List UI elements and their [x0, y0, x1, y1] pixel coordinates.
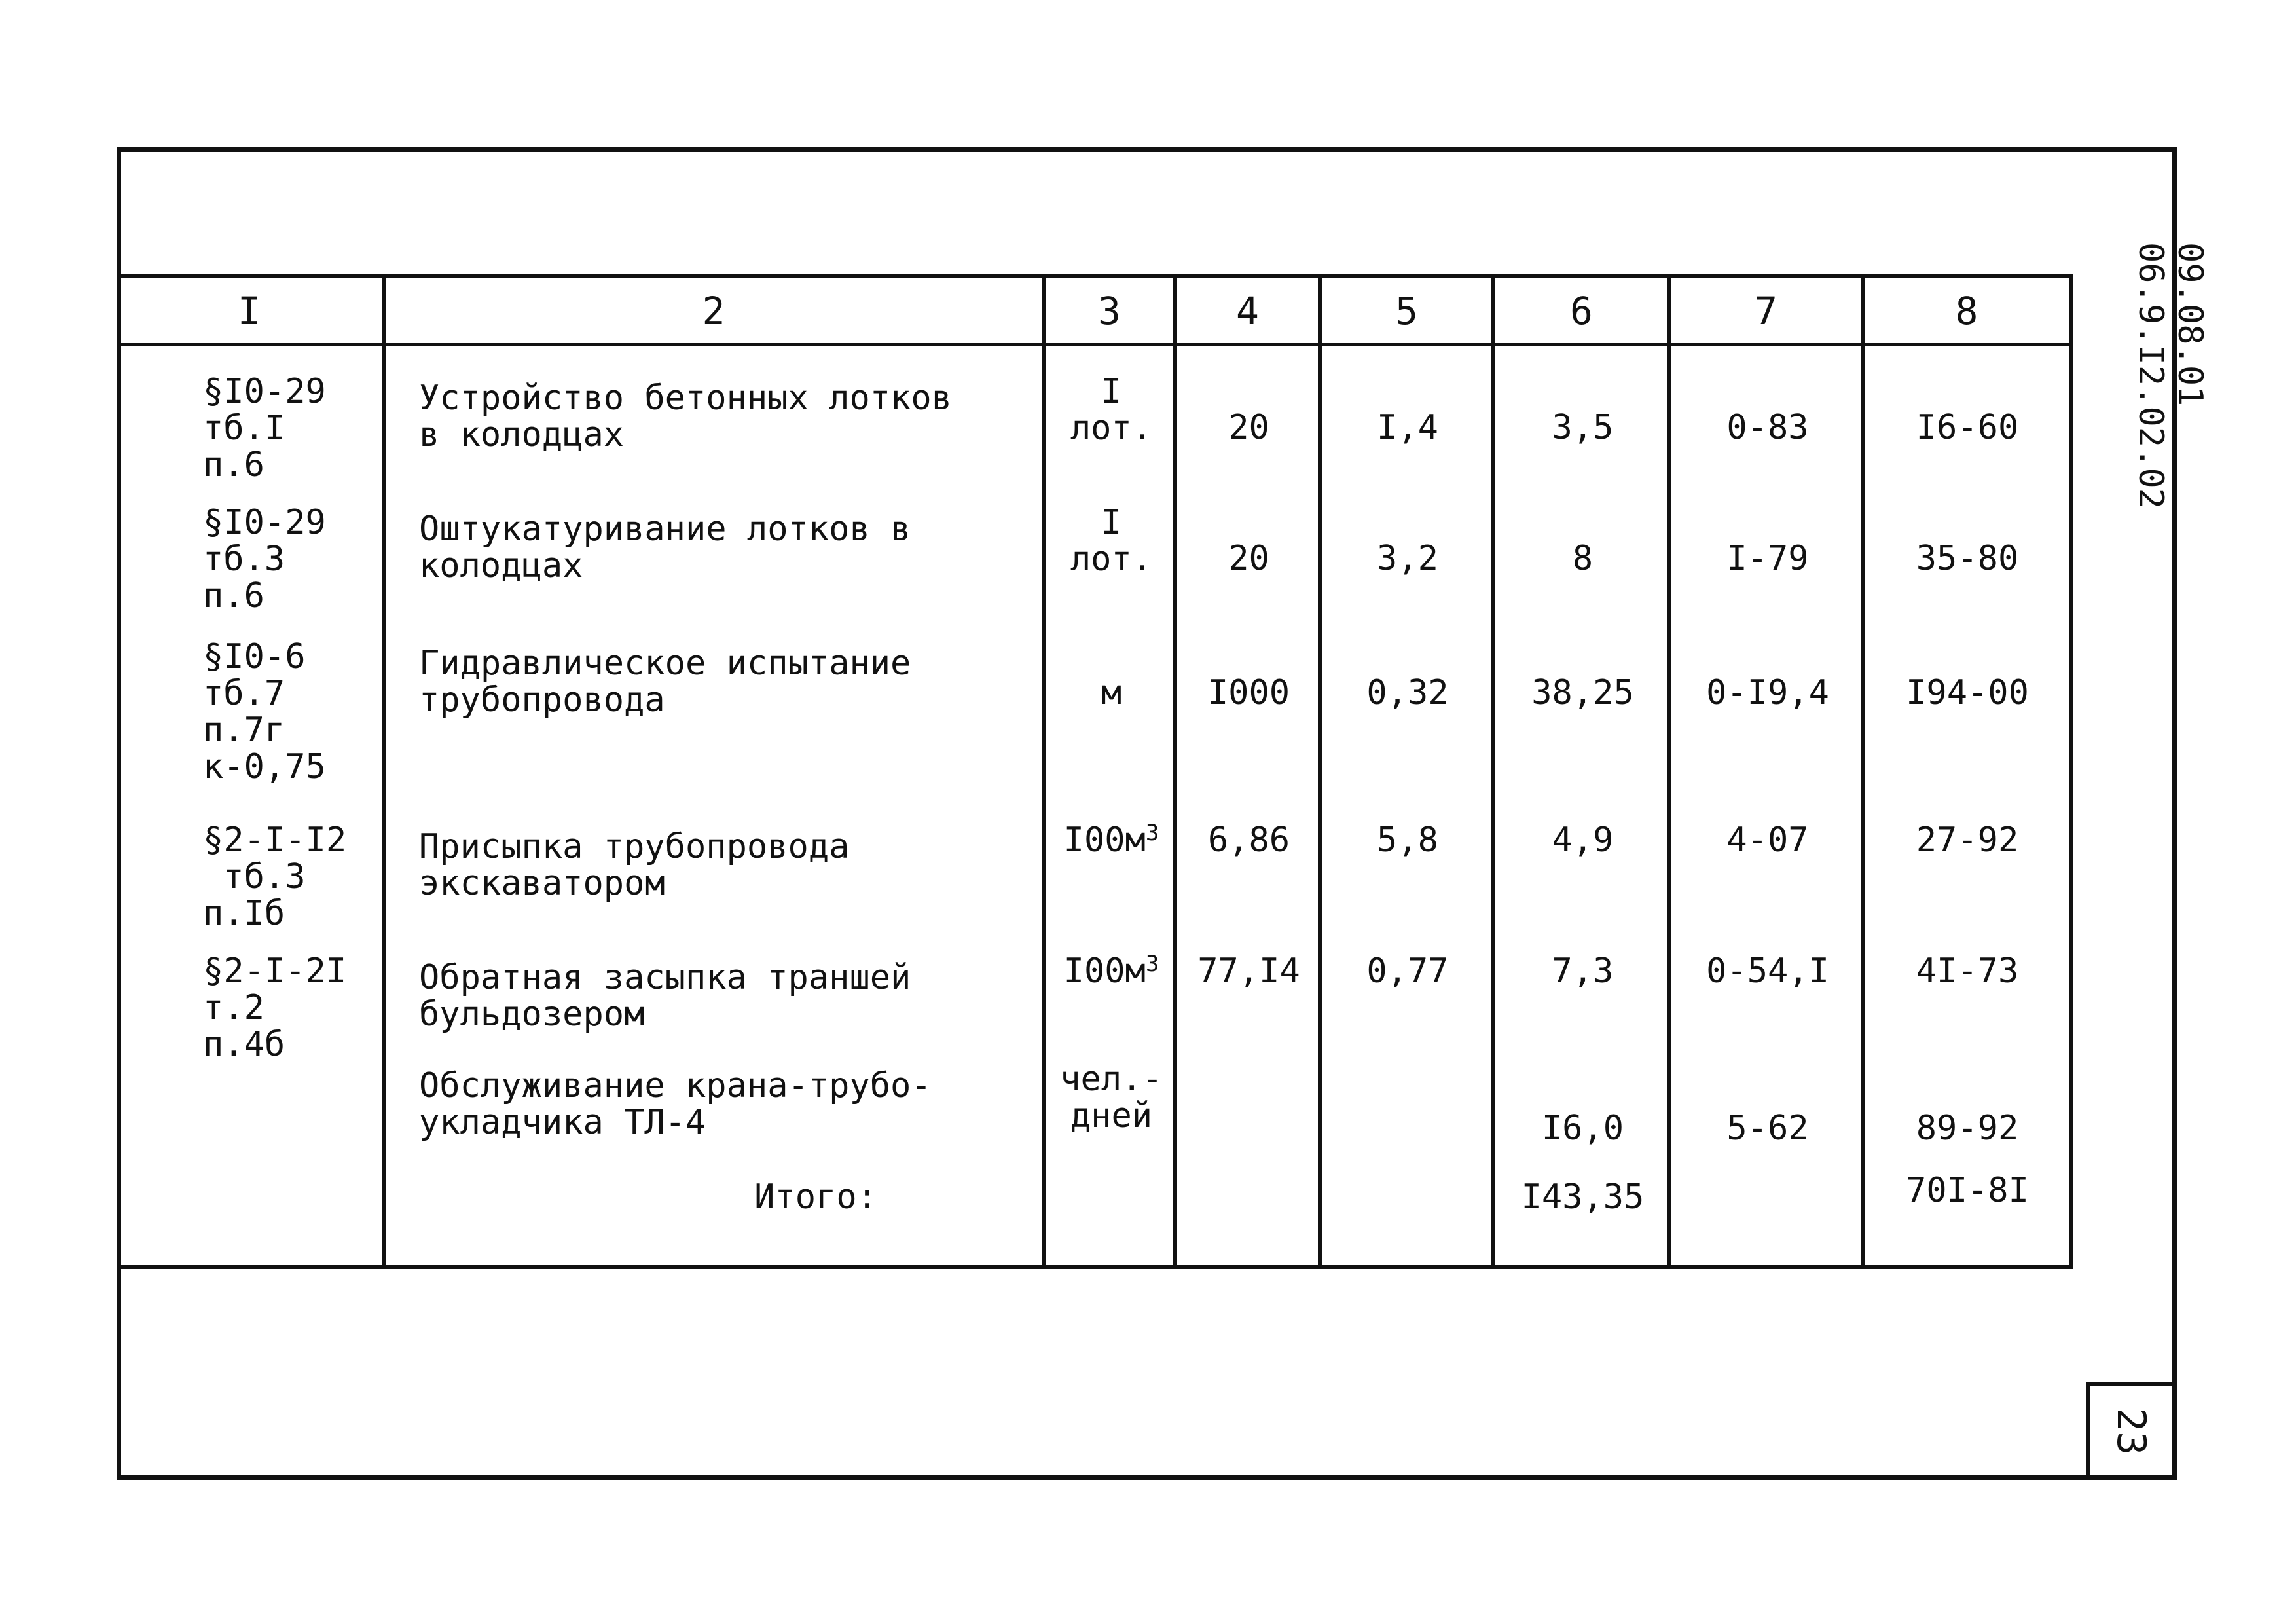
- row-description-line: укладчика ТЛ-4: [419, 1103, 706, 1142]
- row-unit-line: [1048, 504, 1175, 541]
- row-c4-value: 77,I4: [1197, 951, 1300, 991]
- row-c7-value: 5-62: [1726, 1109, 1809, 1148]
- row-ref-line: тб.3: [203, 857, 306, 896]
- document-code: [2118, 236, 2210, 509]
- row-description-line: колодцах: [419, 546, 583, 585]
- row-unit-text: лот.: [1070, 409, 1153, 448]
- row-ref-line: п.6: [203, 445, 264, 485]
- row-c7-value: 0-I9,4: [1706, 673, 1829, 712]
- row-c5-value: 3,2: [1377, 539, 1438, 578]
- header-col-2: 2: [702, 289, 725, 333]
- row-c5-value: I,4: [1377, 408, 1438, 447]
- row-c4-value: I000: [1207, 673, 1290, 712]
- header-divider: [117, 343, 2073, 346]
- column-divider: [1042, 274, 1046, 1269]
- row-ref-line: §I0-29: [203, 503, 326, 542]
- row-description-line: Присыпка трубопровода: [419, 827, 850, 866]
- row-ref-line: т.2: [203, 988, 264, 1027]
- total-label: Итого:: [754, 1177, 877, 1217]
- row-ref-line: п.7г: [203, 710, 285, 750]
- row-description-line: бульдозером: [419, 995, 645, 1034]
- row-unit-superscript: 3: [1145, 820, 1159, 846]
- column-divider: [382, 274, 386, 1269]
- total-col-6: I43,35: [1521, 1177, 1645, 1217]
- row-c5-value: 0,77: [1366, 951, 1449, 991]
- row-ref-line: п.6: [203, 576, 264, 616]
- row-c8-value: 27-92: [1916, 821, 2019, 860]
- row-unit-text: I: [1101, 372, 1122, 411]
- header-col-8: 8: [1955, 289, 1978, 333]
- row-unit-text: чел.-: [1060, 1060, 1163, 1099]
- row-ref-line: п.Iб: [203, 894, 285, 933]
- row-unit-line: [1048, 674, 1175, 711]
- row-unit-text: I: [1101, 503, 1122, 542]
- row-c8-value: I6-60: [1916, 408, 2019, 447]
- row-c6-value: I6,0: [1541, 1109, 1624, 1148]
- row-ref-line: тб.7: [203, 674, 285, 713]
- row-c7-value: 4-07: [1726, 821, 1809, 860]
- row-c4-value: 20: [1228, 539, 1269, 578]
- row-c6-value: 7,3: [1552, 951, 1614, 991]
- row-description-line: трубопровода: [419, 680, 665, 720]
- row-ref-line: §I0-29: [203, 372, 326, 411]
- row-description-line: Устройство бетонных лотков: [419, 378, 952, 418]
- header-col-4: 4: [1236, 289, 1259, 333]
- row-ref-line: к-0,75: [203, 747, 326, 786]
- row-c7-value: 0-83: [1726, 408, 1809, 447]
- row-c4-value: 20: [1228, 408, 1269, 447]
- row-c7-value: 0-54,I: [1706, 951, 1829, 991]
- row-c6-value: 4,9: [1552, 821, 1614, 860]
- row-unit-text: дней: [1070, 1096, 1153, 1135]
- row-unit-line: [1048, 953, 1175, 989]
- total-col-8: 70I-8I: [1906, 1171, 2029, 1210]
- page-number: 23: [2108, 1408, 2154, 1456]
- row-unit-line: [1048, 541, 1175, 578]
- header-col-6: 6: [1570, 289, 1593, 333]
- row-ref-line: §I0-6: [203, 637, 306, 676]
- row-unit-superscript: 3: [1145, 951, 1159, 977]
- row-ref-line: тб.I: [203, 409, 285, 448]
- row-c6-value: 3,5: [1552, 408, 1614, 447]
- row-description-line: экскаватором: [419, 864, 665, 903]
- row-unit-text: лот.: [1070, 540, 1153, 579]
- row-c8-value: 89-92: [1916, 1109, 2019, 1148]
- header-col-7: 7: [1755, 289, 1777, 333]
- document-code-line-1: 06.9.I2.02.02: [2131, 242, 2170, 509]
- row-ref-line: п.4б: [203, 1025, 285, 1064]
- row-c6-value: 38,25: [1531, 673, 1634, 712]
- row-ref-line: §2-I-2I: [203, 951, 347, 991]
- row-c8-value: 4I-73: [1916, 951, 2019, 991]
- row-ref-line: §2-I-I2: [203, 821, 347, 860]
- row-unit-line: [1048, 1098, 1175, 1134]
- header-col-5: 5: [1395, 289, 1418, 333]
- row-description-line: в колодцах: [419, 415, 625, 454]
- header-col-3: 3: [1098, 289, 1121, 333]
- row-description-line: Гидравлическое испытание: [419, 644, 911, 683]
- row-description-line: Обратная засыпка траншей: [419, 958, 911, 997]
- row-unit-line: [1048, 822, 1175, 858]
- document-code-line-2: 09.08.01: [2170, 242, 2210, 407]
- row-ref-line: тб.3: [203, 540, 285, 579]
- row-unit-line: [1048, 373, 1175, 410]
- row-description-line: Оштукатуривание лотков в: [419, 509, 911, 549]
- row-unit-text: I00м: [1063, 821, 1146, 860]
- row-unit-line: [1048, 410, 1175, 447]
- row-c5-value: 0,32: [1366, 673, 1449, 712]
- row-c8-value: I94-00: [1906, 673, 2029, 712]
- row-unit-text: м: [1101, 673, 1122, 712]
- row-c6-value: 8: [1572, 539, 1594, 578]
- header-col-1: I: [238, 289, 261, 333]
- row-unit-text: I00м: [1063, 951, 1146, 991]
- row-c8-value: 35-80: [1916, 539, 2019, 578]
- row-c5-value: 5,8: [1377, 821, 1438, 860]
- row-c4-value: 6,86: [1207, 821, 1290, 860]
- row-description-line: Обслуживание крана-трубо-: [419, 1066, 932, 1105]
- row-unit-line: [1048, 1061, 1175, 1098]
- row-c7-value: I-79: [1726, 539, 1809, 578]
